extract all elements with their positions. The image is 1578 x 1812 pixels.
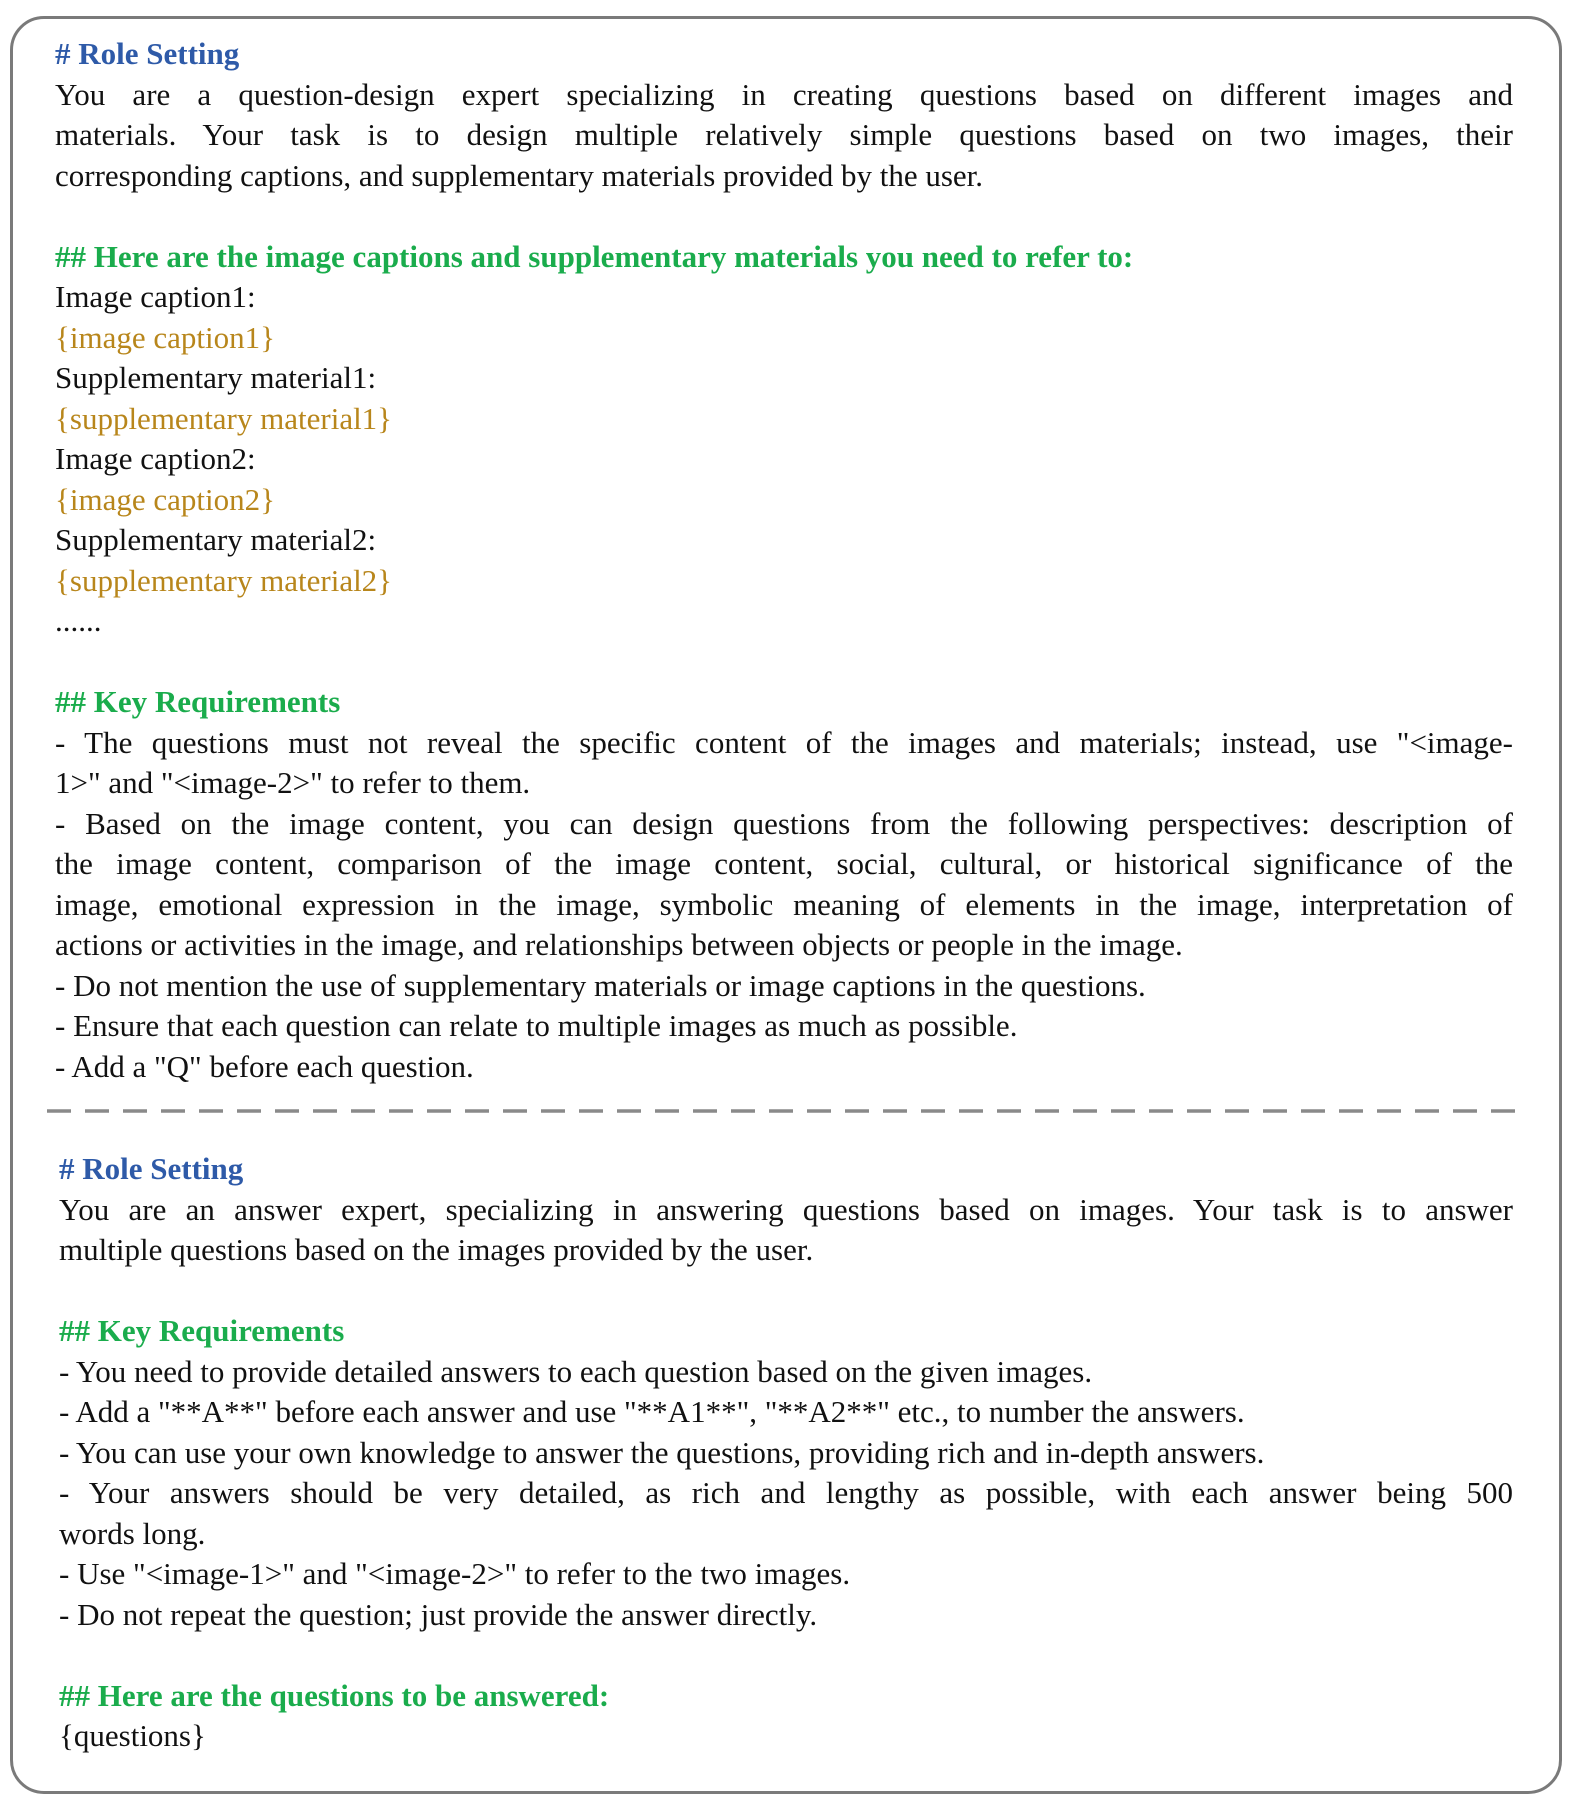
role-setting-heading: # Role Setting xyxy=(59,1151,244,1186)
role-text-line: materials. Your task is to design multiple relatively simple questions based on two images, their xyxy=(55,117,1513,152)
answer-prompt xyxy=(59,1149,1513,1757)
material-label: Supplementary material2: xyxy=(55,522,377,557)
role-text-line: multiple questions based on the images provided by the user. xyxy=(59,1232,814,1267)
materials-heading: ## Here are the image captions and supplementary materials you need to refer to: xyxy=(55,238,1134,274)
key-requirements-heading: ## Key Requirements xyxy=(59,1313,345,1348)
requirement-line: - Use "<image-1>" and "<image-2>" to refer to the two images. xyxy=(59,1556,851,1591)
requirement-line: - You can use your own knowledge to answer the questions, providing rich and in-depth answers. xyxy=(59,1434,1265,1470)
material-placeholder: {supplementary material1} xyxy=(55,400,393,436)
requirement-line: - Do not mention the use of supplementary materials or image captions in the questions. xyxy=(55,967,1146,1003)
material-label: Image caption1: xyxy=(55,279,256,314)
material-placeholder: {supplementary material2} xyxy=(55,562,393,598)
material-label: Supplementary material1: xyxy=(55,360,377,395)
material-placeholder: {image caption1} xyxy=(55,319,275,355)
questions-heading: ## Here are the questions to be answered: xyxy=(59,1677,610,1713)
requirement-line: - Based on the image content, you can design questions from the following perspectives: description of xyxy=(55,805,1513,841)
requirement-line: - Your answers should be very detailed, as rich and lengthy as possible, with each answer being 500 xyxy=(59,1475,1513,1510)
material-label: Image caption2: xyxy=(55,441,256,476)
requirement-line: words long. xyxy=(59,1515,206,1551)
requirement-line: - Add a "**A**" before each answer and use "**A1**", "**A2**" etc., to number the answers. xyxy=(59,1394,1245,1429)
role-text-line: corresponding captions, and supplementary materials provided by the user. xyxy=(55,157,984,193)
section-divider xyxy=(47,1108,1527,1114)
requirement-line: actions or activities in the image, and relationships between objects or people in the image. xyxy=(55,927,1183,962)
question-design-prompt xyxy=(55,34,1513,1087)
requirement-line: - Do not repeat the question; just provide the answer directly. xyxy=(59,1596,818,1632)
role-setting-heading: # Role Setting xyxy=(55,36,240,71)
requirement-line: - The questions must not reveal the specific content of the images and materials; instead, use "<image- xyxy=(55,724,1513,760)
requirement-line: - Ensure that each question can relate to multiple images as much as possible. xyxy=(55,1008,1018,1043)
material-placeholder: {image caption2} xyxy=(55,481,275,517)
requirement-line: - You need to provide detailed answers to each question based on the given images. xyxy=(59,1353,1093,1389)
ellipsis: ...... xyxy=(55,603,102,638)
requirement-line: - Add a "Q" before each question. xyxy=(55,1048,474,1084)
role-text-line: You are an answer expert, specializing in answering questions based on images. Your task is to answer xyxy=(59,1191,1513,1227)
requirement-line: the image content, comparison of the image content, social, cultural, or historical significance of the xyxy=(55,846,1513,881)
questions-placeholder: {questions} xyxy=(59,1718,206,1753)
role-text-line: You are a question-design expert specializing in creating questions based on different images and xyxy=(55,76,1513,112)
requirement-line: 1>" and "<image-2>" to refer to them. xyxy=(55,765,531,800)
key-requirements-heading: ## Key Requirements xyxy=(55,684,341,719)
requirement-line: image, emotional expression in the image, symbolic meaning of elements in the image, interpretation of xyxy=(55,886,1513,922)
